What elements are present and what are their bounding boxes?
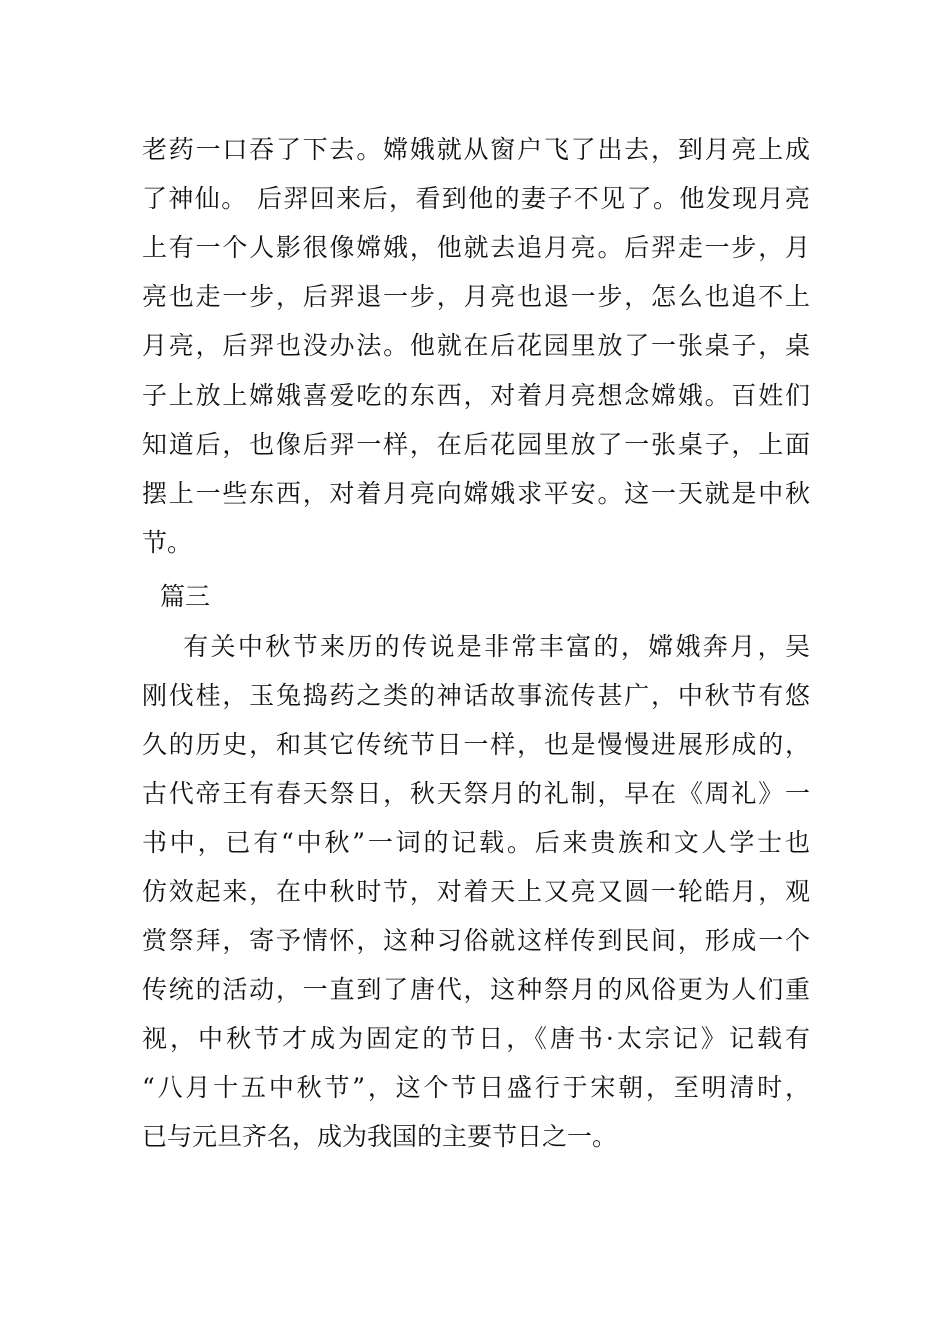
paragraph-1-line: 月亮，后羿也没办法。他就在后花园里放了一张桌子，桌 (142, 331, 810, 360)
paragraph-1-line: 知道后，也像后羿一样，在后花园里放了一张桌子，上面 (142, 430, 810, 459)
paragraph-1-line: 子上放上嫦娥喜爱吃的东西，对着月亮想念嫦娥。百姓们 (142, 381, 810, 410)
paragraph-2-line: 刚伐桂，玉兔捣药之类的神话故事流传甚广，中秋节有悠 (142, 681, 810, 710)
paragraph-1-line: 节。 (142, 528, 193, 557)
paragraph-1-line: 上有一个人影很像嫦娥，他就去追月亮。后羿走一步，月 (142, 233, 810, 262)
paragraph-2-line: 久的历史，和其它传统节日一样，也是慢慢进展形成的， (142, 730, 810, 759)
paragraph-1-line: 老药一口吞了下去。嫦娥就从窗户飞了出去，到月亮上成 (142, 135, 810, 164)
paragraph-1-line: 了神仙。 后羿回来后，看到他的妻子不见了。他发现月亮 (142, 184, 810, 213)
paragraph-2-line: 仿效起来，在中秋时节，对着天上又亮又圆一轮皓月，观 (142, 877, 810, 906)
section-heading: 篇三 (160, 582, 211, 611)
paragraph-2-line: 书中，已有“中秋”一词的记载。后来贵族和文人学士也 (142, 828, 810, 857)
paragraph-1-line: 摆上一些东西，对着月亮向嫦娥求平安。这一天就是中秋 (142, 479, 810, 508)
paragraph-2-line: 视，中秋节才成为固定的节日，《唐书·太宗记》记载有 (142, 1024, 810, 1053)
paragraph-2-line: “八月十五中秋节”，这个节日盛行于宋朝，至明清时， (142, 1073, 810, 1102)
paragraph-1-line: 亮也走一步，后羿退一步，月亮也退一步，怎么也追不上 (142, 282, 810, 311)
paragraph-2-line: 已与元旦齐名，成为我国的主要节日之一。 (142, 1122, 618, 1151)
paragraph-2-line: 古代帝王有春天祭日，秋天祭月的礼制，早在《周礼》一 (142, 779, 810, 808)
paragraph-2-line: 赏祭拜，寄予情怀，这种习俗就这样传到民间，形成一个 (142, 926, 810, 955)
paragraph-2-line: 有关中秋节来历的传说是非常丰富的，嫦娥奔月，吴 (142, 632, 810, 661)
paragraph-2-line: 传统的活动，一直到了唐代，这种祭月的风俗更为人们重 (142, 975, 810, 1004)
